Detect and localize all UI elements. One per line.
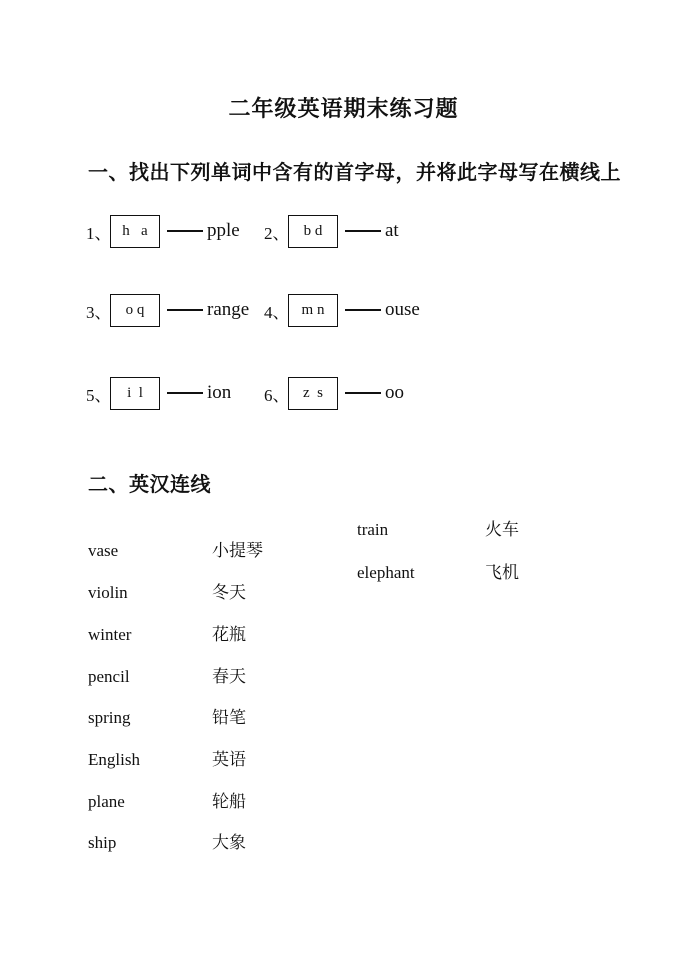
match-chinese-word: 铅笔 [212,708,246,727]
section1-heading: 一、找出下列单词中含有的首字母，并将此字母写在横线上 [88,162,621,184]
match-row-winter [88,620,246,645]
word-suffix: range [207,299,250,320]
answer-blank-line [345,309,381,311]
item-number: 2、 [264,223,290,243]
section2-heading: 二、英汉连线 [88,474,211,496]
answer-blank-line [167,392,203,394]
word-suffix: ouse [385,299,420,320]
match-row-elephant [357,558,519,583]
letter-choice-box [288,215,338,248]
match-chinese-word: 英语 [212,750,246,769]
letter-options: z s [303,384,323,401]
letter-choice-box [288,377,338,410]
match-english-word: vase [88,541,119,560]
answer-blank-line [167,230,203,232]
letter-options: o q [125,301,145,318]
fill-item-5 [86,376,231,410]
item-number: 3、 [86,302,112,322]
letter-options: h a [122,222,148,239]
fill-item-3 [86,293,249,327]
match-chinese-word: 花瓶 [212,625,246,644]
word-suffix: ion [207,382,232,403]
letter-options: i l [127,384,143,401]
match-english-word: pencil [88,667,130,686]
match-row-train [357,515,519,540]
match-chinese-word: 冬天 [212,583,246,602]
match-english-word: spring [88,708,131,727]
answer-blank-line [167,309,203,311]
match-english-word: ship [88,833,117,852]
match-english-word: train [357,520,389,539]
match-chinese-word: 轮船 [212,792,246,811]
match-chinese-word: 飞机 [485,563,519,582]
match-english-word: plane [88,792,125,811]
item-number: 1、 [86,223,112,243]
match-chinese-word: 春天 [212,667,246,686]
fill-item-2 [264,214,399,248]
letter-choice-box [288,294,338,327]
letter-choice-box [110,294,160,327]
match-english-word: elephant [357,563,415,582]
match-chinese-word: 小提琴 [212,541,263,560]
item-number: 5、 [86,385,112,405]
match-row-ship [88,828,246,853]
match-row-plane [88,787,246,812]
fill-item-4 [264,293,420,327]
item-number: 4、 [264,302,290,322]
match-chinese-word: 火车 [485,520,519,539]
letter-options: b d [303,222,323,239]
item-number: 6、 [264,385,290,405]
fill-item-6 [264,376,404,410]
letter-choice-box [110,215,160,248]
match-chinese-word: 大象 [212,833,246,852]
fill-item-1 [86,214,240,248]
match-row-pencil [88,662,246,687]
match-row-vase [88,536,263,561]
match-row-spring [88,703,246,728]
answer-blank-line [345,230,381,232]
word-suffix: pple [207,220,240,241]
word-suffix: oo [385,382,404,403]
letter-choice-box [110,377,160,410]
word-suffix: at [385,220,399,241]
answer-blank-line [345,392,381,394]
match-english-word: winter [88,625,132,644]
page-title: 二年级英语期末练习题 [228,96,459,121]
match-row-english [88,745,246,770]
letter-options: m n [301,301,325,318]
match-english-word: English [88,750,140,769]
match-row-violin [88,578,246,603]
match-english-word: violin [88,583,128,602]
